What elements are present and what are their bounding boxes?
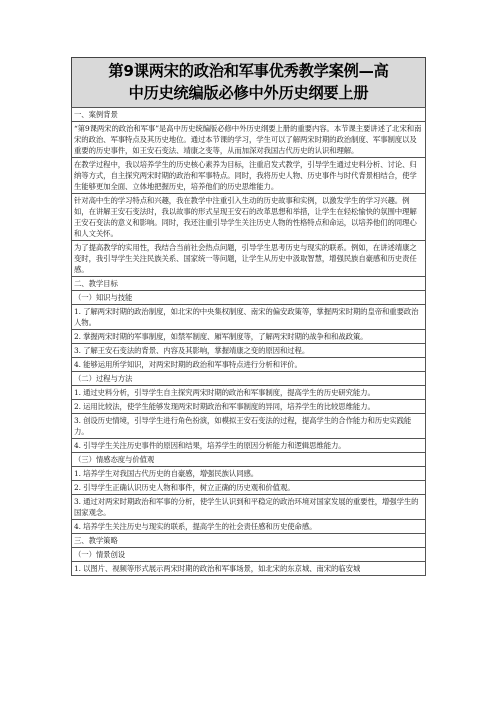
- section-heading-strategy: 三、教学策略: [71, 534, 426, 548]
- list-item: 3. 通过对两宋时期政治和军事的分析，使学生认识到和平稳定的政治环境对国家发展的重要性，增强学生的国家观念。: [71, 495, 426, 520]
- subheading-values: （三）情感态度与价值观: [71, 453, 426, 467]
- section-heading-objectives: 二、教学目标: [71, 277, 426, 291]
- list-item: 1. 培养学生对我国古代历史的自豪感，增强民族认同感。: [71, 467, 426, 481]
- paragraph-teaching-process: 在教学过程中，我以培养学生的历史核心素养为目标，注重启发式教学，引导学生通过史料分析、讨论、归纳等方式，自主探究两宋时期的政治和军事特点。同时，我将历史人物、历史事件与时代背景相结合，使学生能够更加全面、立体地把握历史，培养他们的历史思维能力。: [71, 158, 426, 194]
- list-item: 3. 创设历史情境，引导学生进行角色扮演，如模拟王安石变法的过程，提高学生的合作能力和历史实践能力。: [71, 414, 426, 439]
- list-item: 1. 通过史料分析，引导学生自主探究两宋时期的政治和军事制度，提高学生的历史研究能力。: [71, 386, 426, 400]
- list-item: 3. 了解王安石变法的背景、内容及其影响，掌握靖康之变的原因和过程。: [71, 344, 426, 358]
- title-line-1: 第9课两宋的政治和军事优秀教学案例—高: [108, 62, 389, 80]
- list-item: 2. 掌握两宋时期的军事制度，如禁军制度、厢军制度等，了解两宋时期的战争和和战政策。: [71, 330, 426, 344]
- list-item: 4. 培养学生关注历史与现实的联系，提高学生的社会责任感和历史使命感。: [71, 520, 426, 534]
- section-heading-background: 一、案例背景: [71, 107, 426, 122]
- list-item: 1. 了解两宋时期的政治制度，如北宋的中央集权制度、南宋的偏安政策等，掌握两宋时期的皇帝和重要政治人物。: [71, 305, 426, 330]
- list-item: 2. 引导学生正确认识历史人物和事件，树立正确的历史观和价值观。: [71, 481, 426, 495]
- document-page: [71, 57, 426, 576]
- subheading-process-methods: （二）过程与方法: [71, 372, 426, 386]
- paragraph-student-interest: 针对高中生的学习特点和兴趣，我在教学中注重引入生动的历史故事和实例，以激发学生的学习兴趣。例如，在讲解王安石变法时，我以故事的形式呈现王安石的改革思想和举措，让学生在轻松愉快的氛围中理解王安石变法的意义和影响。同时，我还注重引导学生关注历史人物的性格特点和命运，以培养他们的同理心和人文关怀。: [71, 194, 426, 241]
- list-item: 4. 能够运用所学知识，对两宋时期的政治和军事特点进行分析和评价。: [71, 358, 426, 372]
- title-line-2: 中历史统编版必修中外历史纲要上册: [128, 84, 369, 102]
- subheading-knowledge-skills: （一）知识与技能: [71, 291, 426, 305]
- paragraph-practicality: 为了提高教学的实用性，我结合当前社会热点问题，引导学生思考历史与现实的联系。例如，在讲述靖康之变时，我引导学生关注民族关系、国家统一等问题，让学生从历史中汲取智慧，增强民族自豪感和历史责任感。: [71, 241, 426, 277]
- list-item: 1. 以图片、视频等形式展示两宋时期的政治和军事场景，如北宋的东京城、南宋的临安城: [71, 562, 426, 576]
- subheading-scenario: （一）情景创设: [71, 548, 426, 562]
- list-item: 2. 运用比较法，使学生能够发现两宋时期政治和军事制度的异同，培养学生的比较思维能力。: [71, 400, 426, 414]
- paragraph-intro: “第9课两宋的政治和军事”是高中历史统编版必修中外历史纲要上册的重要内容。本节课主要讲述了北宋和南宋的政治、军事特点及其历史地位。通过本节课的学习，学生可以了解两宋时期的政治制度、军事制度以及重要的历史事件，如王安石变法、靖康之变等，从而加深对我国古代历史的认识和理解。: [71, 122, 426, 158]
- list-item: 4. 引导学生关注历史事件的原因和结果，培养学生的原因分析能力和逻辑思维能力。: [71, 439, 426, 453]
- document-title: [71, 57, 426, 107]
